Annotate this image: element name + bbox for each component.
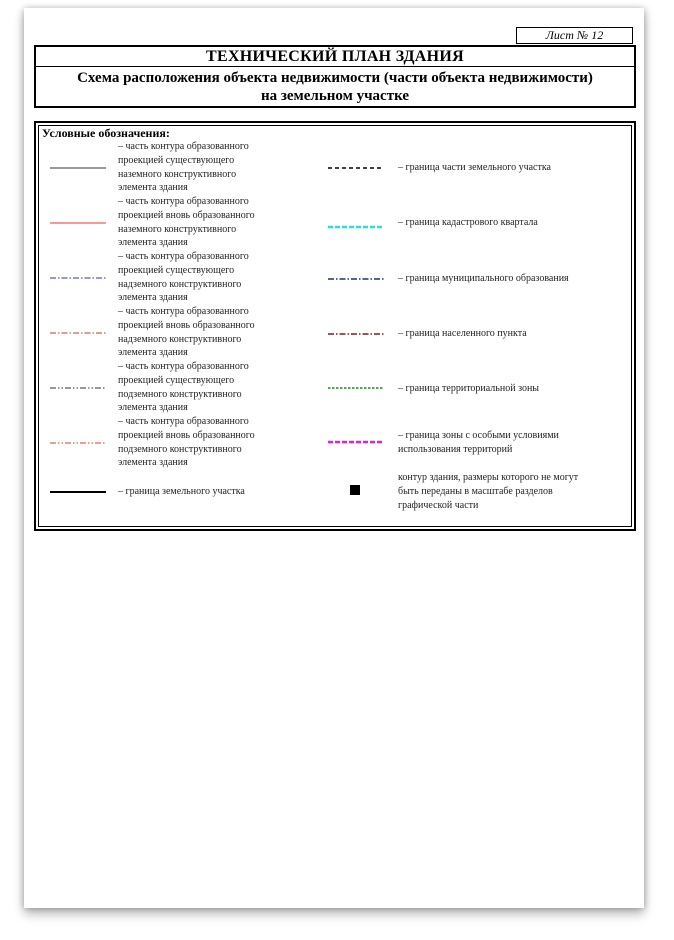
legend-label: – граница муниципального образования — [398, 273, 569, 284]
line-symbol-plot-part-boundary — [328, 167, 384, 169]
legend-label: – часть контура образованного проекцией существующего надземного конструктивного элемента здания — [118, 251, 249, 304]
sheet-number: Лист № 12 — [516, 27, 633, 44]
legend-label: – граница земельного участка — [118, 486, 245, 497]
legend-label: контур здания, размеры которого не могут быть переданы в масштабе разделов графической части — [398, 472, 579, 511]
line-symbol-land-plot-boundary — [50, 491, 106, 493]
line-symbol-cadastral-quarter — [328, 226, 384, 228]
legend-label: – граница зоны с особыми условиями использования территорий — [398, 430, 559, 455]
line-symbol-municipality — [328, 278, 384, 280]
line-symbol-settlement — [328, 333, 384, 335]
line-symbol-new-underground — [50, 442, 106, 444]
legend-label: – часть контура образованного проекцией вновь образованного наземного конструктивного элемента здания — [118, 196, 255, 249]
legend-label: – часть контура образованного проекцией существующего подземного конструктивного элемента здания — [118, 361, 249, 414]
legend-label: – граница части земельного участка — [398, 162, 551, 173]
line-symbol-existing-ground — [50, 167, 106, 169]
building-contour-square-icon — [350, 485, 360, 495]
legend-label: – часть контура образованного проекцией существующего наземного конструктивного элемента здания — [118, 141, 249, 194]
legend-label: – часть контура образованного проекцией вновь образованного надземного конструктивного элемента здания — [118, 306, 255, 359]
legend-label: – граница кадастрового квартала — [398, 217, 538, 228]
legend-label: – часть контура образованного проекцией вновь образованного подземного конструктивного элемента здания — [118, 416, 255, 469]
line-symbol-special-zone — [328, 441, 384, 443]
subtitle-line-1: Схема расположения объекта недвижимости (части объекта недвижимости) — [77, 70, 593, 86]
document-header — [34, 45, 636, 108]
legend-label: – граница населенного пункта — [398, 328, 527, 339]
document-subtitle — [36, 67, 634, 105]
line-symbol-existing-above — [50, 277, 106, 279]
subtitle-line-2: на земельном участке — [260, 88, 410, 104]
line-symbol-territorial-zone — [328, 387, 384, 389]
line-symbol-new-above — [50, 332, 106, 334]
legend-label: – граница территориальной зоны — [398, 383, 540, 394]
legend-heading: Условные обозначения: — [42, 126, 170, 140]
line-symbol-existing-underground — [50, 387, 106, 389]
document-title: ТЕХНИЧЕСКИЙ ПЛАН ЗДАНИЯ — [36, 47, 634, 67]
line-symbol-new-ground — [50, 222, 106, 224]
